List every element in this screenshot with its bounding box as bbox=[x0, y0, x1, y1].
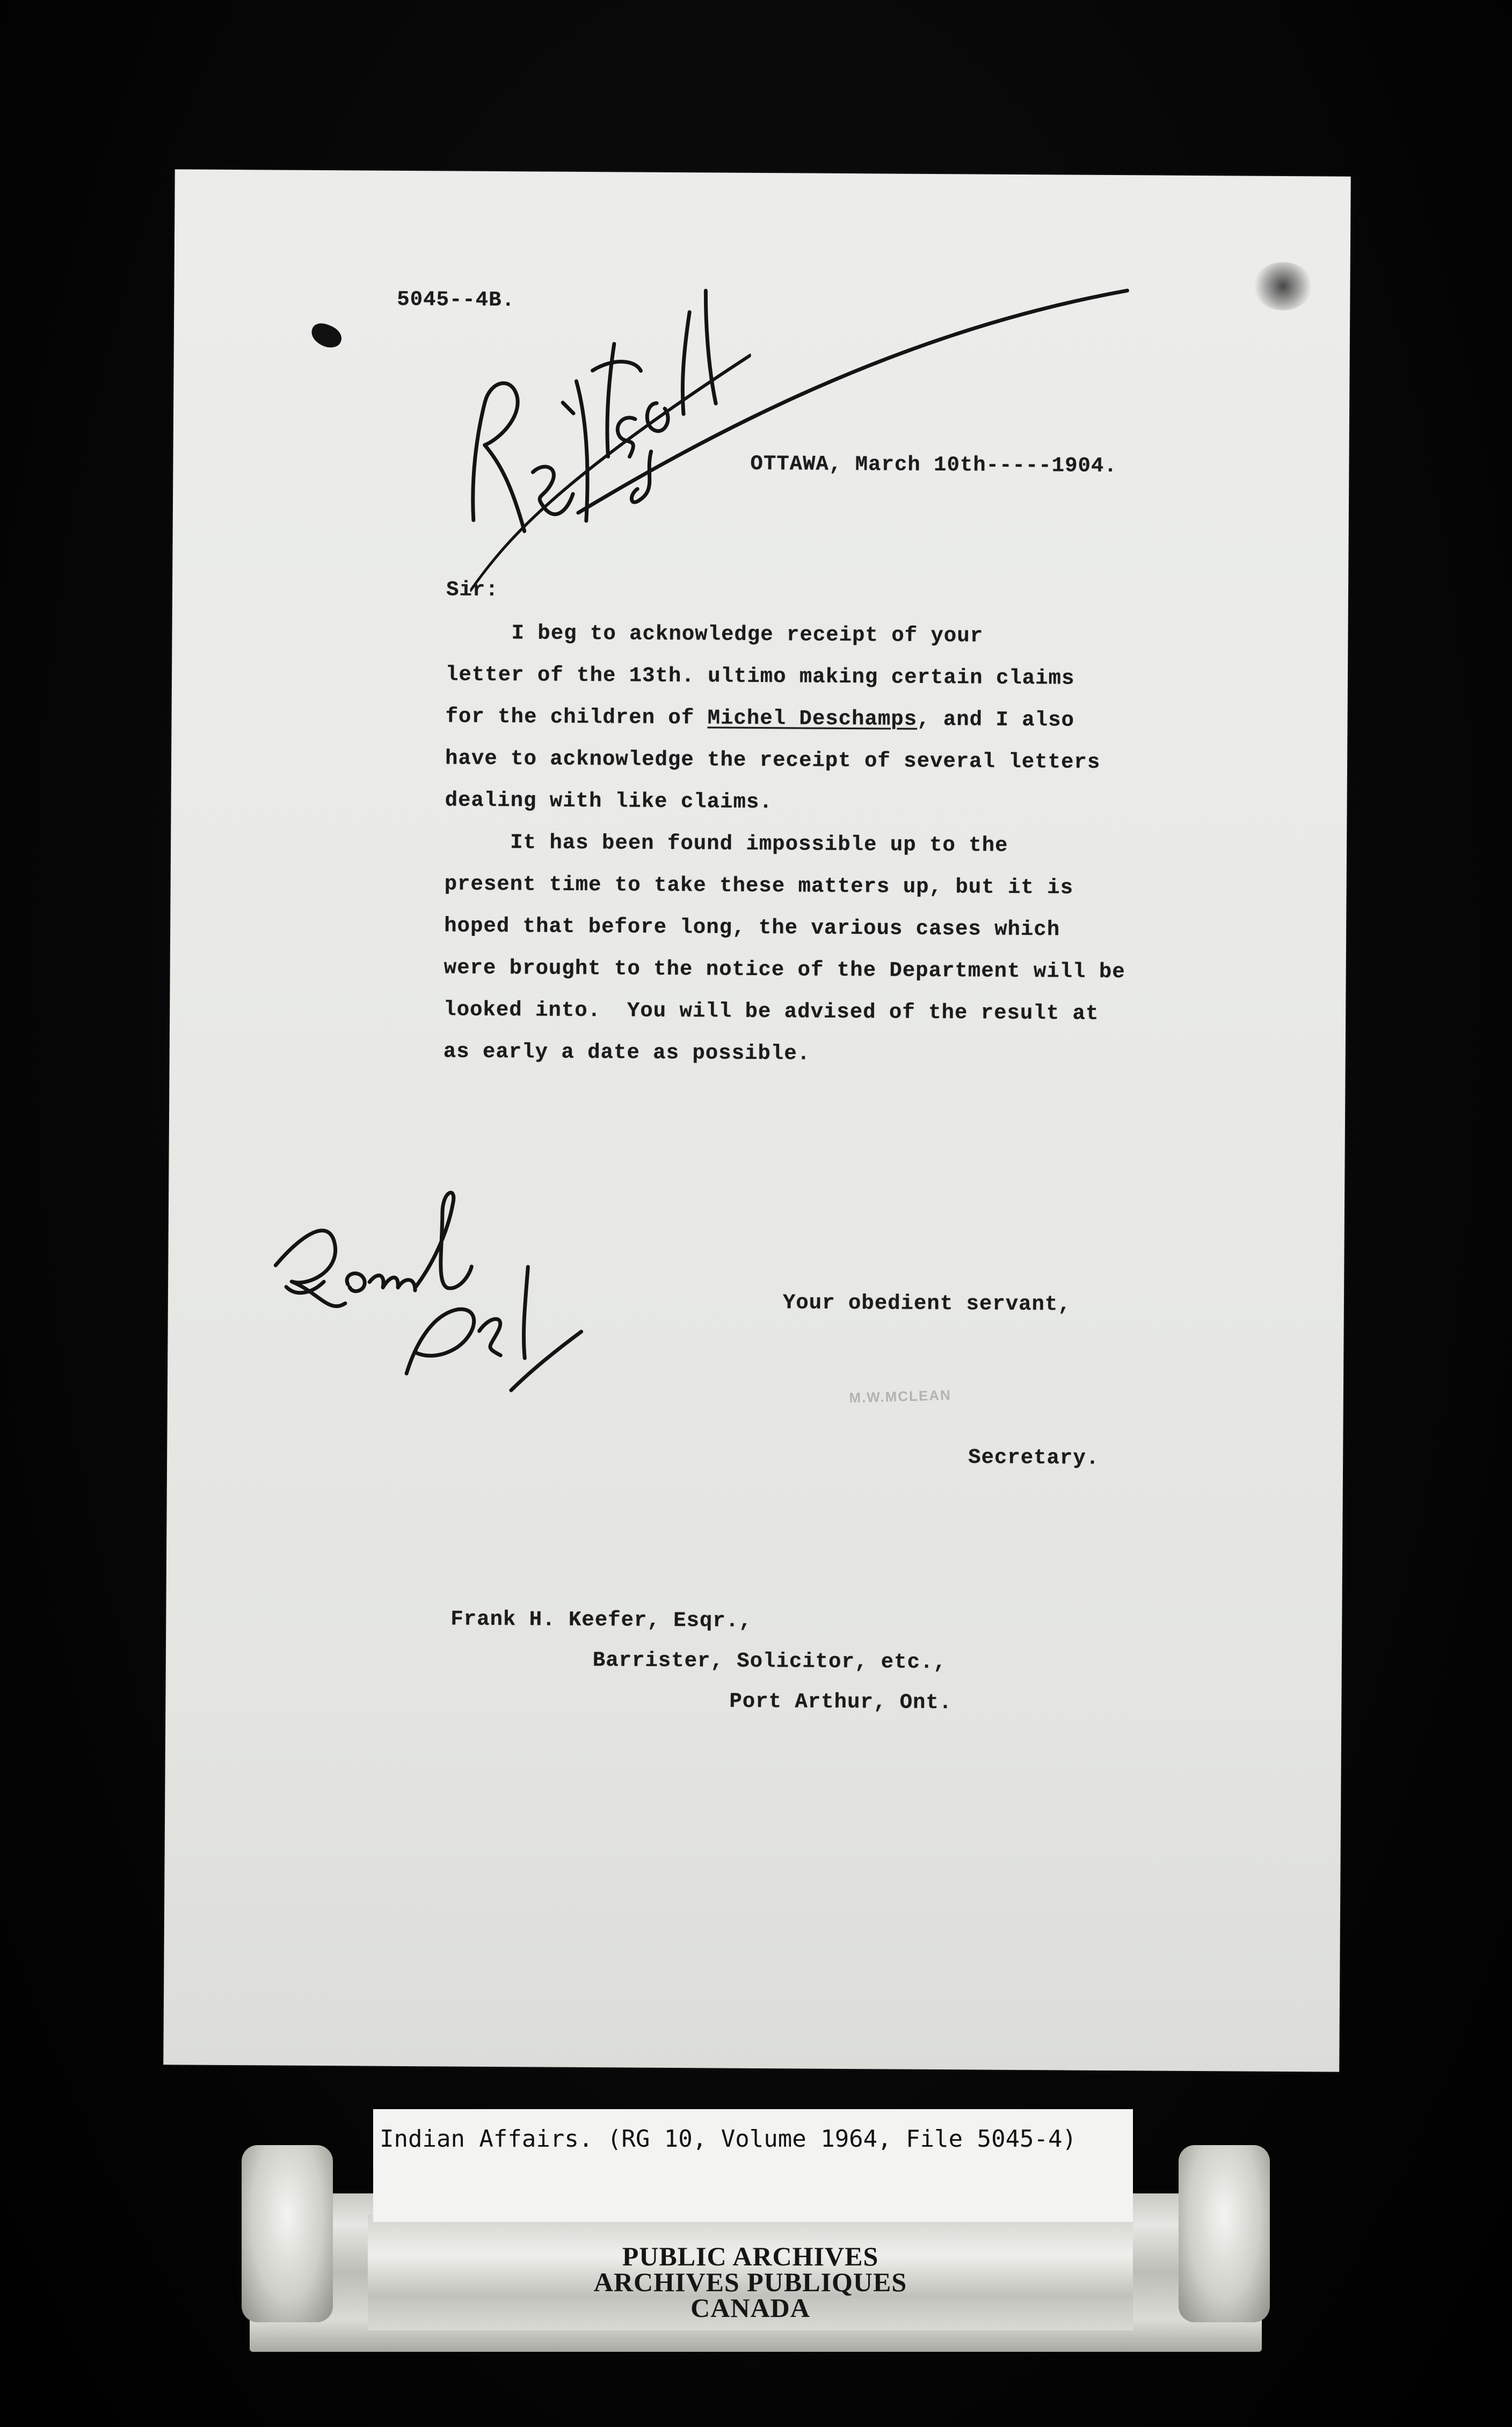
body-line-6: It has been found impossible up to the bbox=[445, 830, 1008, 858]
body-line-3-end: , and I also bbox=[917, 707, 1075, 732]
archive-stamp-line-3: CANADA bbox=[690, 2293, 810, 2323]
body-line-8: hoped that before long, the various cases which bbox=[444, 914, 1060, 942]
addressee-name: Frank H. Keefer, Esqr., bbox=[450, 1607, 752, 1633]
paper-stain bbox=[1253, 262, 1313, 311]
body-line-2: letter of the 13th. ultimo making certain claims bbox=[445, 663, 1075, 691]
letter-sheet bbox=[163, 169, 1351, 2072]
body-line-10: looked into. You will be advised of the result at bbox=[444, 998, 1099, 1026]
body-line-1: I beg to acknowledge receipt of your bbox=[446, 621, 984, 648]
file-reference: 5045--4B. bbox=[397, 287, 515, 313]
tape-knot-right bbox=[1179, 2145, 1270, 2322]
body-line-11: as early a date as possible. bbox=[443, 1040, 811, 1066]
body-line-3-start: for the children of bbox=[445, 704, 708, 730]
handwritten-note-bottom bbox=[253, 1152, 588, 1391]
archive-reference-text: Indian Affairs. (RG 10, Volume 1964, File 5045-4) bbox=[380, 2125, 1077, 2153]
faint-stamp-text: M.W.MCLEAN bbox=[848, 1386, 952, 1406]
salutation: Sir: bbox=[446, 578, 499, 602]
archive-stamp-line-2: ARCHIVES PUBLIQUES bbox=[593, 2267, 907, 2297]
addressee-location: Port Arthur, Ont. bbox=[729, 1689, 953, 1715]
addressee-profession: Barrister, Solicitor, etc., bbox=[592, 1648, 947, 1675]
dateline: OTTAWA, March 10th-----1904. bbox=[750, 452, 1117, 478]
archive-reference-label bbox=[373, 2109, 1133, 2222]
faint-name-stamp bbox=[849, 1385, 1011, 1422]
body-line-4: have to acknowledge the receipt of several letters bbox=[445, 746, 1101, 774]
body-line-3 bbox=[445, 704, 1074, 732]
archive-stamp-band bbox=[368, 2215, 1133, 2330]
punch-hole bbox=[308, 320, 345, 351]
signatory-title: Secretary. bbox=[968, 1445, 1100, 1470]
closing: Your obedient servant, bbox=[782, 1291, 1071, 1317]
handwritten-flourish bbox=[562, 260, 1154, 543]
archive-stamp-line-1: PUBLIC ARCHIVES bbox=[622, 2241, 879, 2271]
body-line-9: were brought to the notice of the Department will be bbox=[444, 956, 1125, 984]
tape-knot-left bbox=[242, 2145, 333, 2322]
body-line-5: dealing with like claims. bbox=[445, 788, 773, 815]
underlined-name: Michel Deschamps bbox=[707, 706, 918, 731]
body-line-7: present time to take these matters up, but it is bbox=[444, 872, 1074, 900]
